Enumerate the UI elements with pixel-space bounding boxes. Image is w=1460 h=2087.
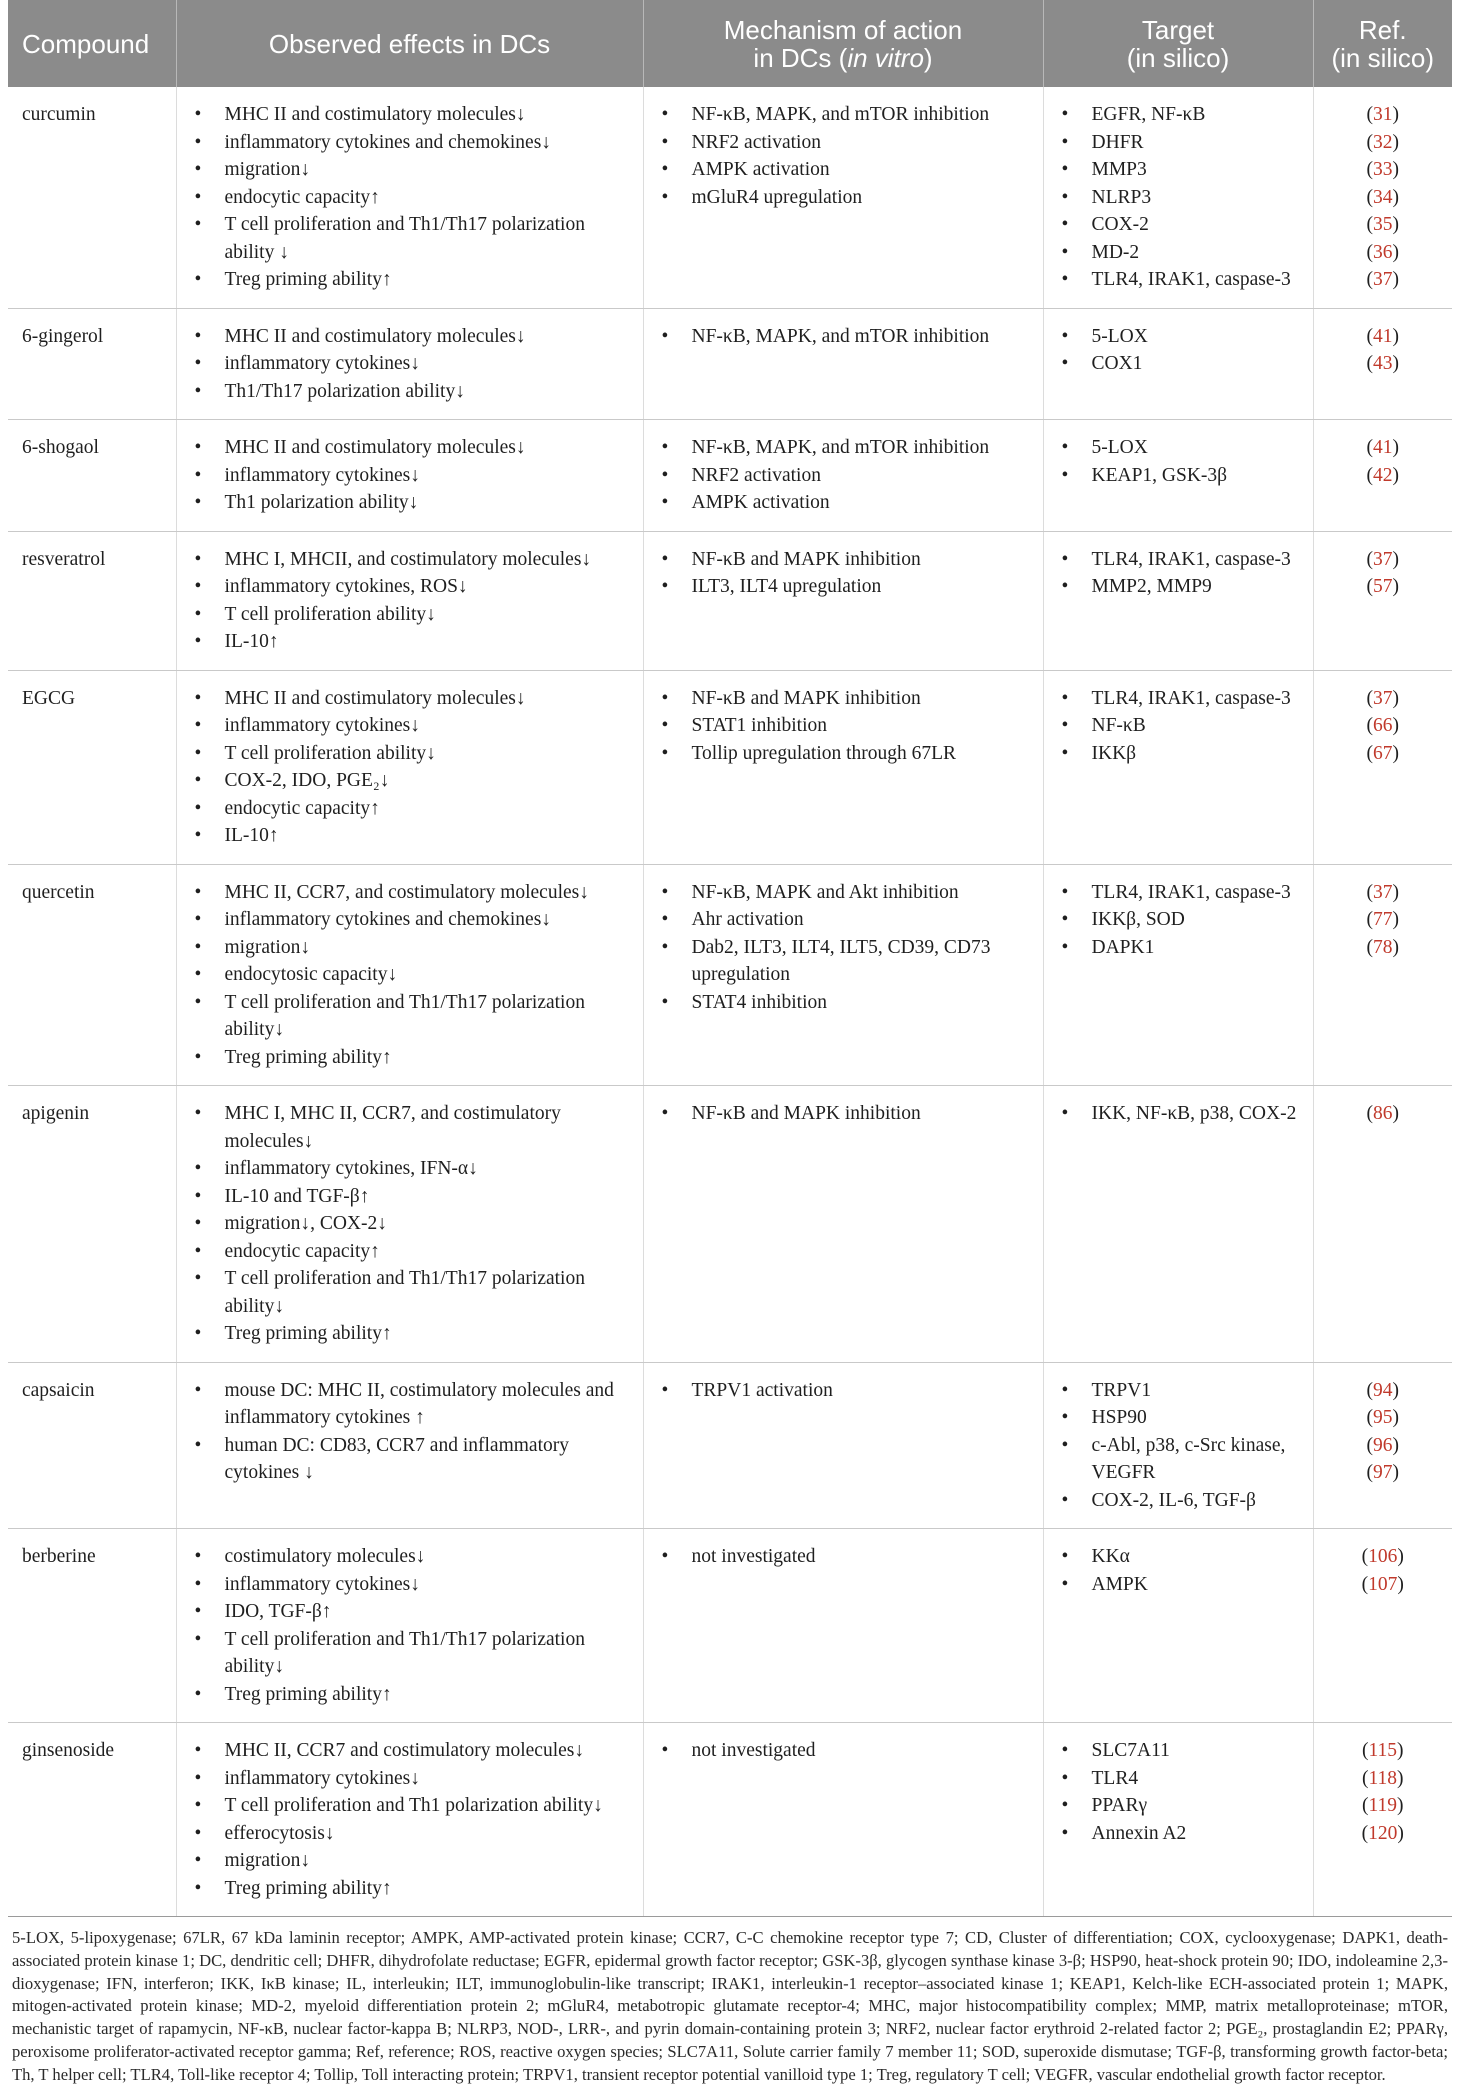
table-footnote: 5-LOX, 5-lipoxygenase; 67LR, 67 kDa laminin receptor; AMPK, AMP-activated protein kinase; CCR7, C-C chemokine receptor type 7; CD, Cluster of differentiation; COX, cyclooxygenase; DAPK1, death-associated protein kinase 1; DC, dendritic cell; DHFR, dihydrofolate reductase; EGFR, epidermal growth factor receptor; GSK-3β, glycogen synthase kinase 3-β; HSP90, heat-shock protein 90; IDO, indoleamine 2,3-dioxygenase; IFN, interferon; IKK, IκB kinase; IL, interleukin; ILT, immunoglobulin-like transcript; IRAK1, interleukin-1 receptor–associated kinase 1; KEAP1, Kelch-like ECH-associated protein 1; MAPK, mitogen-activated protein kinase; MD-2, myeloid differentiation protein 2; mGluR4, metabotropic glutamate receptor-4; MHC, major histocompatibility complex; MMP, matrix metalloproteinase; mTOR, mechanistic target of rapamycin, NF-κB, nuclear factor-kappa B; NLRP3, NOD-, LRR-, and pyrin domain-containing protein 3; NRF2, nuclear factor erythroid 2-related factor 2; PGE₂, prostaglandin E2; PPARγ, peroxisome proliferator-activated receptor gamma; Ref, reference; ROS, reactive oxygen species; SLC7A11, Solute carrier family 7 member 11; SOD, superoxide dismutase; TGF-β, transforming growth factor-beta; Th, T helper cell; TLR4, Toll-like receptor 4; Tollip, Toll interacting protein; TRPV1, transient receptor potential vanilloid type 1; Treg, regulatory T cell; VEGFR, vascular endothelial growth factor receptor.: [12, 1928, 1448, 2084]
reference-link[interactable]: ( 57 ): [1322, 573, 1445, 601]
compound-cell: berberine: [8, 1529, 176, 1723]
target-cell: [1043, 420, 1313, 532]
target-item: • AMPK: [1052, 1571, 1305, 1599]
target-cell: [1043, 1529, 1313, 1723]
reference-link[interactable]: ( 67 ): [1322, 740, 1445, 768]
effect-item: • MHC II and costimulatory molecules↓: [185, 323, 635, 351]
effect-item: • migration↓: [185, 934, 635, 962]
effect-cell: [176, 1529, 643, 1723]
ref-cell: [1313, 864, 1452, 1086]
effect-item: • inflammatory cytokines and chemokines↓: [185, 906, 635, 934]
effect-item: • inflammatory cytokines, IFN-α↓: [185, 1155, 635, 1183]
header-target: [1043, 0, 1313, 87]
reference-link[interactable]: ( 34 ): [1322, 184, 1445, 212]
mechanism-list: [652, 101, 1035, 211]
mechanism-cell: [643, 308, 1043, 420]
effect-item: • inflammatory cytokines, ROS↓: [185, 573, 635, 601]
mechanism-cell: [643, 670, 1043, 864]
effect-cell: [176, 1362, 643, 1529]
target-item: • COX-2: [1052, 211, 1305, 239]
target-item: • PPARγ: [1052, 1792, 1305, 1820]
mechanism-item: • NF-κB, MAPK, and mTOR inhibition: [652, 101, 1035, 129]
reference-link[interactable]: ( 32 ): [1322, 129, 1445, 157]
effect-cell: [176, 1723, 643, 1917]
mechanism-item: • mGluR4 upregulation: [652, 184, 1035, 212]
effect-item: • costimulatory molecules↓: [185, 1543, 635, 1571]
effect-item: • T cell proliferation and Th1 polarization ability↓: [185, 1792, 635, 1820]
target-item: • TLR4, IRAK1, caspase-3: [1052, 546, 1305, 574]
compound-cell: 6-gingerol: [8, 308, 176, 420]
effect-item: • IDO, TGF-β↑: [185, 1598, 635, 1626]
mechanism-cell: [643, 531, 1043, 670]
header-observed-effects: Observed effects in DCs: [176, 0, 643, 87]
effect-item: • inflammatory cytokines↓: [185, 1571, 635, 1599]
mechanism-item: • not investigated: [652, 1543, 1035, 1571]
table-row: [8, 87, 1452, 308]
target-cell: [1043, 531, 1313, 670]
target-item: • 5-LOX: [1052, 434, 1305, 462]
compound-cell: curcumin: [8, 87, 176, 308]
target-item: • DAPK1: [1052, 934, 1305, 962]
mechanism-list: [652, 1737, 1035, 1765]
ref-cell: [1313, 1086, 1452, 1363]
target-cell: [1043, 1362, 1313, 1529]
reference-link[interactable]: ( 31 ): [1322, 101, 1445, 129]
target-item: • 5-LOX: [1052, 323, 1305, 351]
target-item: • Annexin A2: [1052, 1820, 1305, 1848]
mechanism-list: [652, 685, 1035, 768]
mechanism-cell: [643, 1529, 1043, 1723]
ref-cell: [1313, 1723, 1452, 1917]
effect-item: • migration↓, COX-2↓: [185, 1210, 635, 1238]
target-item: • TLR4, IRAK1, caspase-3: [1052, 685, 1305, 713]
effect-item: • MHC I, MHCII, and costimulatory molecules↓: [185, 546, 635, 574]
mechanism-item: • NRF2 activation: [652, 129, 1035, 157]
table-row: [8, 864, 1452, 1086]
compound-cell: apigenin: [8, 1086, 176, 1363]
mechanism-item: • NRF2 activation: [652, 462, 1035, 490]
target-item: • HSP90: [1052, 1404, 1305, 1432]
header-mechanism-line2-pre: in DCs (: [753, 42, 848, 73]
target-item: • TRPV1: [1052, 1377, 1305, 1405]
effect-item: • endocytic capacity↑: [185, 1238, 635, 1266]
effect-item: • endocytic capacity↑: [185, 795, 635, 823]
target-list: [1052, 1100, 1305, 1128]
header-mechanism: [643, 0, 1043, 87]
ref-cell: [1313, 1362, 1452, 1529]
table-row: [8, 1086, 1452, 1363]
effect-item: • Th1 polarization ability↓: [185, 489, 635, 517]
effect-item: • endocytic capacity↑: [185, 184, 635, 212]
target-item: • TLR4, IRAK1, caspase-3: [1052, 879, 1305, 907]
mechanism-item: • AMPK activation: [652, 489, 1035, 517]
mechanism-list: [652, 546, 1035, 601]
effect-cell: [176, 308, 643, 420]
mechanism-cell: [643, 87, 1043, 308]
effect-item: • Treg priming ability↑: [185, 1044, 635, 1072]
mechanism-item: • STAT1 inhibition: [652, 712, 1035, 740]
mechanism-list: [652, 1377, 1035, 1405]
target-item: • TLR4, IRAK1, caspase-3: [1052, 266, 1305, 294]
target-cell: [1043, 1086, 1313, 1363]
table-row: [8, 1723, 1452, 1917]
reference-link[interactable]: ( 78 ): [1322, 934, 1445, 962]
compound-cell: 6-shogaol: [8, 420, 176, 532]
effect-list: [185, 101, 635, 294]
effect-item: • inflammatory cytokines↓: [185, 462, 635, 490]
mechanism-item: • NF-κB, MAPK, and mTOR inhibition: [652, 434, 1035, 462]
effect-list: [185, 1100, 635, 1348]
effect-item: • inflammatory cytokines and chemokines↓: [185, 129, 635, 157]
table-body: [8, 87, 1452, 1917]
target-cell: [1043, 87, 1313, 308]
effect-list: [185, 323, 635, 406]
target-cell: [1043, 308, 1313, 420]
mechanism-item: • Tollip upregulation through 67LR: [652, 740, 1035, 768]
reference-link[interactable]: ( 94 ): [1322, 1377, 1445, 1405]
effect-item: • human DC: CD83, CCR7 and inflammatory cytokines ↓: [185, 1432, 635, 1487]
header-target-line1: Target: [1141, 14, 1215, 45]
target-item: • MMP3: [1052, 156, 1305, 184]
mechanism-item: • NF-κB and MAPK inhibition: [652, 685, 1035, 713]
effect-item: • inflammatory cytokines↓: [185, 350, 635, 378]
effect-cell: [176, 1086, 643, 1363]
effect-list: [185, 1737, 635, 1902]
reference-link[interactable]: ( 97 ): [1322, 1459, 1445, 1487]
effect-item: • IL-10↑: [185, 628, 635, 656]
target-item: • MD-2: [1052, 239, 1305, 267]
effect-item: • Treg priming ability↑: [185, 1875, 635, 1903]
target-item: • EGFR, NF-κB: [1052, 101, 1305, 129]
effect-list: [185, 1377, 635, 1487]
ref-cell: [1313, 308, 1452, 420]
target-list: [1052, 1377, 1305, 1515]
mechanism-list: [652, 879, 1035, 1017]
effect-item: • T cell proliferation and Th1/Th17 polarization ability↓: [185, 1626, 635, 1681]
reference-link[interactable]: ( 37 ): [1322, 546, 1445, 574]
compound-cell: EGCG: [8, 670, 176, 864]
effect-item: • T cell proliferation and Th1/Th17 polarization ability↓: [185, 1265, 635, 1320]
target-item: • NF-κB: [1052, 712, 1305, 740]
effect-item: • mouse DC: MHC II, costimulatory molecules and inflammatory cytokines ↑: [185, 1377, 635, 1432]
target-item: • IKKβ, SOD: [1052, 906, 1305, 934]
table-row: [8, 1529, 1452, 1723]
header-ref-line1: Ref.: [1358, 14, 1407, 45]
reference-link[interactable]: ( 118 ): [1322, 1765, 1445, 1793]
effect-item: • T cell proliferation and Th1/Th17 polarization ability ↓: [185, 211, 635, 266]
reference-link[interactable]: ( 96 ): [1322, 1432, 1445, 1460]
effect-list: [185, 685, 635, 850]
effect-item: • IL-10↑: [185, 822, 635, 850]
effect-item: • inflammatory cytokines↓: [185, 1765, 635, 1793]
dc-compounds-table: [8, 0, 1452, 1917]
ref-cell: [1313, 531, 1452, 670]
target-item: • KKα: [1052, 1543, 1305, 1571]
target-item: • COX-2, IL-6, TGF-β: [1052, 1487, 1305, 1515]
effect-item: • T cell proliferation ability↓: [185, 601, 635, 629]
target-list: [1052, 1737, 1305, 1847]
target-item: • COX1: [1052, 350, 1305, 378]
effect-item: • migration↓: [185, 1847, 635, 1875]
compound-cell: ginsenoside: [8, 1723, 176, 1917]
reference-link[interactable]: ( 66 ): [1322, 712, 1445, 740]
effect-list: [185, 434, 635, 517]
effect-item: • endocytosic capacity↓: [185, 961, 635, 989]
mechanism-cell: [643, 1086, 1043, 1363]
target-list: [1052, 685, 1305, 768]
effect-list: [185, 1543, 635, 1708]
effect-item: • MHC II, CCR7, and costimulatory molecules↓: [185, 879, 635, 907]
target-cell: [1043, 1723, 1313, 1917]
effect-item: • T cell proliferation and Th1/Th17 polarization ability↓: [185, 989, 635, 1044]
reference-link[interactable]: ( 106 ): [1322, 1543, 1445, 1571]
target-list: [1052, 434, 1305, 489]
effect-item: • MHC II and costimulatory molecules↓: [185, 101, 635, 129]
effect-item: • Th1/Th17 polarization ability↓: [185, 378, 635, 406]
effect-item: • COX-2, IDO, PGE₂↓: [185, 767, 635, 795]
effect-item: • MHC II, CCR7 and costimulatory molecules↓: [185, 1737, 635, 1765]
effect-item: • migration↓: [185, 156, 635, 184]
table-row: [8, 531, 1452, 670]
mechanism-item: • AMPK activation: [652, 156, 1035, 184]
reference-link[interactable]: ( 37 ): [1322, 685, 1445, 713]
target-item: • c-Abl, p38, c-Src kinase, VEGFR: [1052, 1432, 1305, 1487]
target-item: • SLC7A11: [1052, 1737, 1305, 1765]
target-item: • TLR4: [1052, 1765, 1305, 1793]
reference-link[interactable]: ( 115 ): [1322, 1737, 1445, 1765]
header-mechanism-line2-post: ): [923, 42, 933, 73]
target-cell: [1043, 864, 1313, 1086]
mechanism-item: • STAT4 inhibition: [652, 989, 1035, 1017]
mechanism-cell: [643, 1362, 1043, 1529]
target-cell: [1043, 670, 1313, 864]
effect-item: • MHC II and costimulatory molecules↓: [185, 434, 635, 462]
ref-cell: [1313, 670, 1452, 864]
header-ref: [1313, 0, 1452, 87]
reference-link[interactable]: ( 107 ): [1322, 1571, 1445, 1599]
target-item: • KEAP1, GSK-3β: [1052, 462, 1305, 490]
effect-cell: [176, 864, 643, 1086]
target-item: • IKK, NF-κB, p38, COX-2: [1052, 1100, 1305, 1128]
effect-list: [185, 546, 635, 656]
effect-item: • IL-10 and TGF-β↑: [185, 1183, 635, 1211]
header-mechanism-line2-italic: in vitro: [847, 42, 924, 73]
table-row: [8, 1362, 1452, 1529]
target-item: • DHFR: [1052, 129, 1305, 157]
reference-link[interactable]: ( 35 ): [1322, 211, 1445, 239]
target-list: [1052, 323, 1305, 378]
reference-link[interactable]: ( 42 ): [1322, 462, 1445, 490]
mechanism-item: • ILT3, ILT4 upregulation: [652, 573, 1035, 601]
ref-cell: [1313, 87, 1452, 308]
header-target-line2: (in silico): [1126, 42, 1230, 73]
reference-link[interactable]: ( 86 ): [1322, 1100, 1445, 1128]
target-item: • MMP2, MMP9: [1052, 573, 1305, 601]
reference-link[interactable]: ( 37 ): [1322, 266, 1445, 294]
header-mechanism-line1: Mechanism of action: [723, 14, 963, 45]
ref-cell: [1313, 1529, 1452, 1723]
effect-item: • inflammatory cytokines↓: [185, 712, 635, 740]
mechanism-item: • NF-κB, MAPK and Akt inhibition: [652, 879, 1035, 907]
mechanism-cell: [643, 864, 1043, 1086]
effect-cell: [176, 670, 643, 864]
header-compound: Compound: [8, 0, 176, 87]
reference-link[interactable]: ( 41 ): [1322, 323, 1445, 351]
table-container: [8, 0, 1452, 2087]
mechanism-item: • TRPV1 activation: [652, 1377, 1035, 1405]
target-list: [1052, 101, 1305, 294]
reference-link[interactable]: ( 36 ): [1322, 239, 1445, 267]
reference-link[interactable]: ( 95 ): [1322, 1404, 1445, 1432]
target-list: [1052, 1543, 1305, 1598]
effect-item: • Treg priming ability↑: [185, 1681, 635, 1709]
table-row: [8, 308, 1452, 420]
effect-list: [185, 879, 635, 1072]
target-item: • IKKβ: [1052, 740, 1305, 768]
header-ref-line2: (in silico): [1331, 42, 1435, 73]
mechanism-list: [652, 1543, 1035, 1571]
mechanism-cell: [643, 420, 1043, 532]
mechanism-item: • NF-κB and MAPK inhibition: [652, 546, 1035, 574]
mechanism-item: • NF-κB, MAPK, and mTOR inhibition: [652, 323, 1035, 351]
compound-cell: quercetin: [8, 864, 176, 1086]
effect-item: • T cell proliferation ability↓: [185, 740, 635, 768]
mechanism-list: [652, 434, 1035, 517]
effect-item: • MHC II and costimulatory molecules↓: [185, 685, 635, 713]
table-row: [8, 420, 1452, 532]
reference-link[interactable]: ( 120 ): [1322, 1820, 1445, 1848]
ref-cell: [1313, 420, 1452, 532]
target-item: • NLRP3: [1052, 184, 1305, 212]
reference-link[interactable]: ( 119 ): [1322, 1792, 1445, 1820]
effect-item: • Treg priming ability↑: [185, 1320, 635, 1348]
mechanism-item: • Ahr activation: [652, 906, 1035, 934]
effect-item: • efferocytosis↓: [185, 1820, 635, 1848]
table-row: [8, 670, 1452, 864]
mechanism-cell: [643, 1723, 1043, 1917]
reference-link[interactable]: ( 33 ): [1322, 156, 1445, 184]
mechanism-item: • not investigated: [652, 1737, 1035, 1765]
mechanism-item: • Dab2, ILT3, ILT4, ILT5, CD39, CD73 upregulation: [652, 934, 1035, 989]
mechanism-list: [652, 1100, 1035, 1128]
effect-item: • MHC I, MHC II, CCR7, and costimulatory molecules↓: [185, 1100, 635, 1155]
target-list: [1052, 879, 1305, 962]
target-list: [1052, 546, 1305, 601]
effect-item: • Treg priming ability↑: [185, 266, 635, 294]
mechanism-list: [652, 323, 1035, 351]
effect-cell: [176, 87, 643, 308]
mechanism-item: • NF-κB and MAPK inhibition: [652, 1100, 1035, 1128]
effect-cell: [176, 531, 643, 670]
table-header: [8, 0, 1452, 87]
compound-cell: resveratrol: [8, 531, 176, 670]
effect-cell: [176, 420, 643, 532]
reference-link[interactable]: ( 43 ): [1322, 350, 1445, 378]
reference-link[interactable]: ( 77 ): [1322, 906, 1445, 934]
reference-link[interactable]: ( 41 ): [1322, 434, 1445, 462]
compound-cell: capsaicin: [8, 1362, 176, 1529]
reference-link[interactable]: ( 37 ): [1322, 879, 1445, 907]
